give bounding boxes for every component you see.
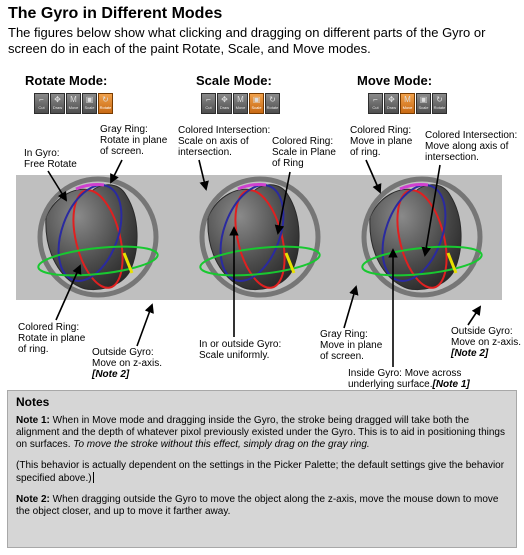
- toolbar-button-label: Draw: [52, 105, 63, 110]
- scale-gyro-svg[interactable]: [178, 175, 340, 300]
- move-gyro-panel[interactable]: [340, 175, 502, 300]
- toolbar-scale-button[interactable]: [249, 93, 264, 114]
- move-icon: M: [237, 95, 244, 104]
- toolbar-button-label: Move: [235, 105, 246, 110]
- rotate-icon: ↻: [269, 95, 276, 104]
- scale-intersection-label: Colored Intersection: Scale on axis of intersection.: [178, 125, 271, 158]
- toolbar-draw-button[interactable]: [50, 93, 65, 114]
- cut-icon: ⌐: [206, 95, 211, 104]
- rotate-mode-title: Rotate Mode:: [25, 73, 108, 88]
- draw-icon: ✥: [388, 95, 395, 104]
- toolbar-draw-button[interactable]: [217, 93, 232, 114]
- toolbar-cut-button[interactable]: [368, 93, 383, 114]
- toolbar-draw-button[interactable]: [384, 93, 399, 114]
- toolbar-rotate-button[interactable]: [265, 93, 280, 114]
- toolbar-move-button[interactable]: [233, 93, 248, 114]
- toolbar-scale-button[interactable]: [416, 93, 431, 114]
- move-gyro-svg[interactable]: [340, 175, 502, 300]
- note-1: Note 1: When in Move mode and dragging inside the Gyro, the stroke being dragged will take both the alignment and the depth of whatever pixol previously existed under the Gyro. This is to aid in positioning things on surfaces. To move the stroke without this effect, simply drag on the gray ring.: [16, 415, 505, 450]
- move-intersection-label: Colored Intersection: Move along axis of intersection.: [425, 130, 518, 163]
- toolbar-button-label: Scale: [84, 105, 95, 110]
- move-mode-toolbar: [368, 93, 448, 114]
- toolbar-button-label: Rotate: [266, 105, 279, 110]
- toolbar-button-label: Cut: [372, 105, 379, 110]
- toolbar-button-label: Scale: [251, 105, 262, 110]
- rotate-in-gyro-label: In Gyro: Free Rotate: [24, 148, 77, 170]
- toolbar-cut-button[interactable]: [201, 93, 216, 114]
- page-title: The Gyro in Different Modes: [8, 5, 223, 22]
- toolbar-button-label: Scale: [418, 105, 429, 110]
- toolbar-scale-button[interactable]: [82, 93, 97, 114]
- move-gray-ring-label: Gray Ring: Move in plane of screen.: [320, 329, 383, 362]
- move-colored-ring-label: Colored Ring: Move in plane of ring.: [350, 125, 413, 158]
- toolbar-button-label: Draw: [386, 105, 397, 110]
- rotate-gyro-svg[interactable]: [16, 175, 178, 300]
- toolbar-button-label: Draw: [219, 105, 230, 110]
- toolbar-button-label: Rotate: [99, 105, 112, 110]
- notes-box: [7, 390, 517, 548]
- behavior-note: (This behavior is actually dependent on the settings in the Picker Palette; the default settings give the behavior specified above.): [16, 460, 505, 484]
- scale-gyro-panel[interactable]: [178, 175, 340, 300]
- toolbar-button-label: Move: [402, 105, 413, 110]
- scale-in-or-outside-label: In or outside Gyro: Scale uniformly.: [199, 339, 282, 361]
- intro-paragraph: The figures below show what clicking and dragging on different parts of the Gyro or screen do in each of the paint Rotate, Scale, and Move modes.: [8, 25, 486, 56]
- move-mode-title: Move Mode:: [357, 73, 433, 88]
- toolbar-button-label: Move: [68, 105, 79, 110]
- move-inside-gyro-label: Inside Gyro: Move across underlying surface.[Note 1]: [348, 368, 470, 390]
- rotate-icon: ↻: [102, 95, 109, 104]
- scale-icon: ▣: [252, 95, 261, 104]
- toolbar-button-label: Rotate: [433, 105, 446, 110]
- move-icon: M: [404, 95, 411, 104]
- scale-colored-ring-label: Colored Ring: Scale in Plane of Ring: [272, 136, 336, 169]
- draw-icon: ✥: [54, 95, 61, 104]
- rotate-gray-ring-label: Gray Ring: Rotate in plane of screen.: [100, 124, 168, 157]
- notes-heading: Notes: [16, 395, 50, 409]
- rotate-outside-gyro-label: Outside Gyro: Move on z-axis. [Note 2]: [92, 347, 163, 380]
- rotate-icon: ↻: [436, 95, 443, 104]
- draw-icon: ✥: [221, 95, 228, 104]
- note-2: Note 2: When dragging outside the Gyro to move the object along the z-axis, move the mouse down to move the object closer, and up to move it farther away.: [16, 494, 499, 517]
- toolbar-rotate-button[interactable]: [432, 93, 447, 114]
- scale-mode-toolbar: [201, 93, 281, 114]
- move-outside-gyro-label: Outside Gyro: Move on z-axis. [Note 2]: [451, 326, 522, 359]
- scale-mode-title: Scale Mode:: [196, 73, 272, 88]
- toolbar-move-button[interactable]: [400, 93, 415, 114]
- scale-icon: ▣: [85, 95, 94, 104]
- toolbar-button-label: Cut: [38, 105, 45, 110]
- cut-icon: ⌐: [39, 95, 44, 104]
- scale-icon: ▣: [419, 95, 428, 104]
- cut-icon: ⌐: [373, 95, 378, 104]
- toolbar-rotate-button[interactable]: [98, 93, 113, 114]
- move-icon: M: [70, 95, 77, 104]
- toolbar-move-button[interactable]: [66, 93, 81, 114]
- rotate-mode-toolbar: [34, 93, 114, 114]
- toolbar-button-label: Cut: [205, 105, 212, 110]
- text-cursor: [93, 472, 94, 483]
- toolbar-cut-button[interactable]: [34, 93, 49, 114]
- rotate-gyro-panel[interactable]: [16, 175, 178, 300]
- rotate-colored-ring-label: Colored Ring: Rotate in plane of ring.: [18, 322, 86, 355]
